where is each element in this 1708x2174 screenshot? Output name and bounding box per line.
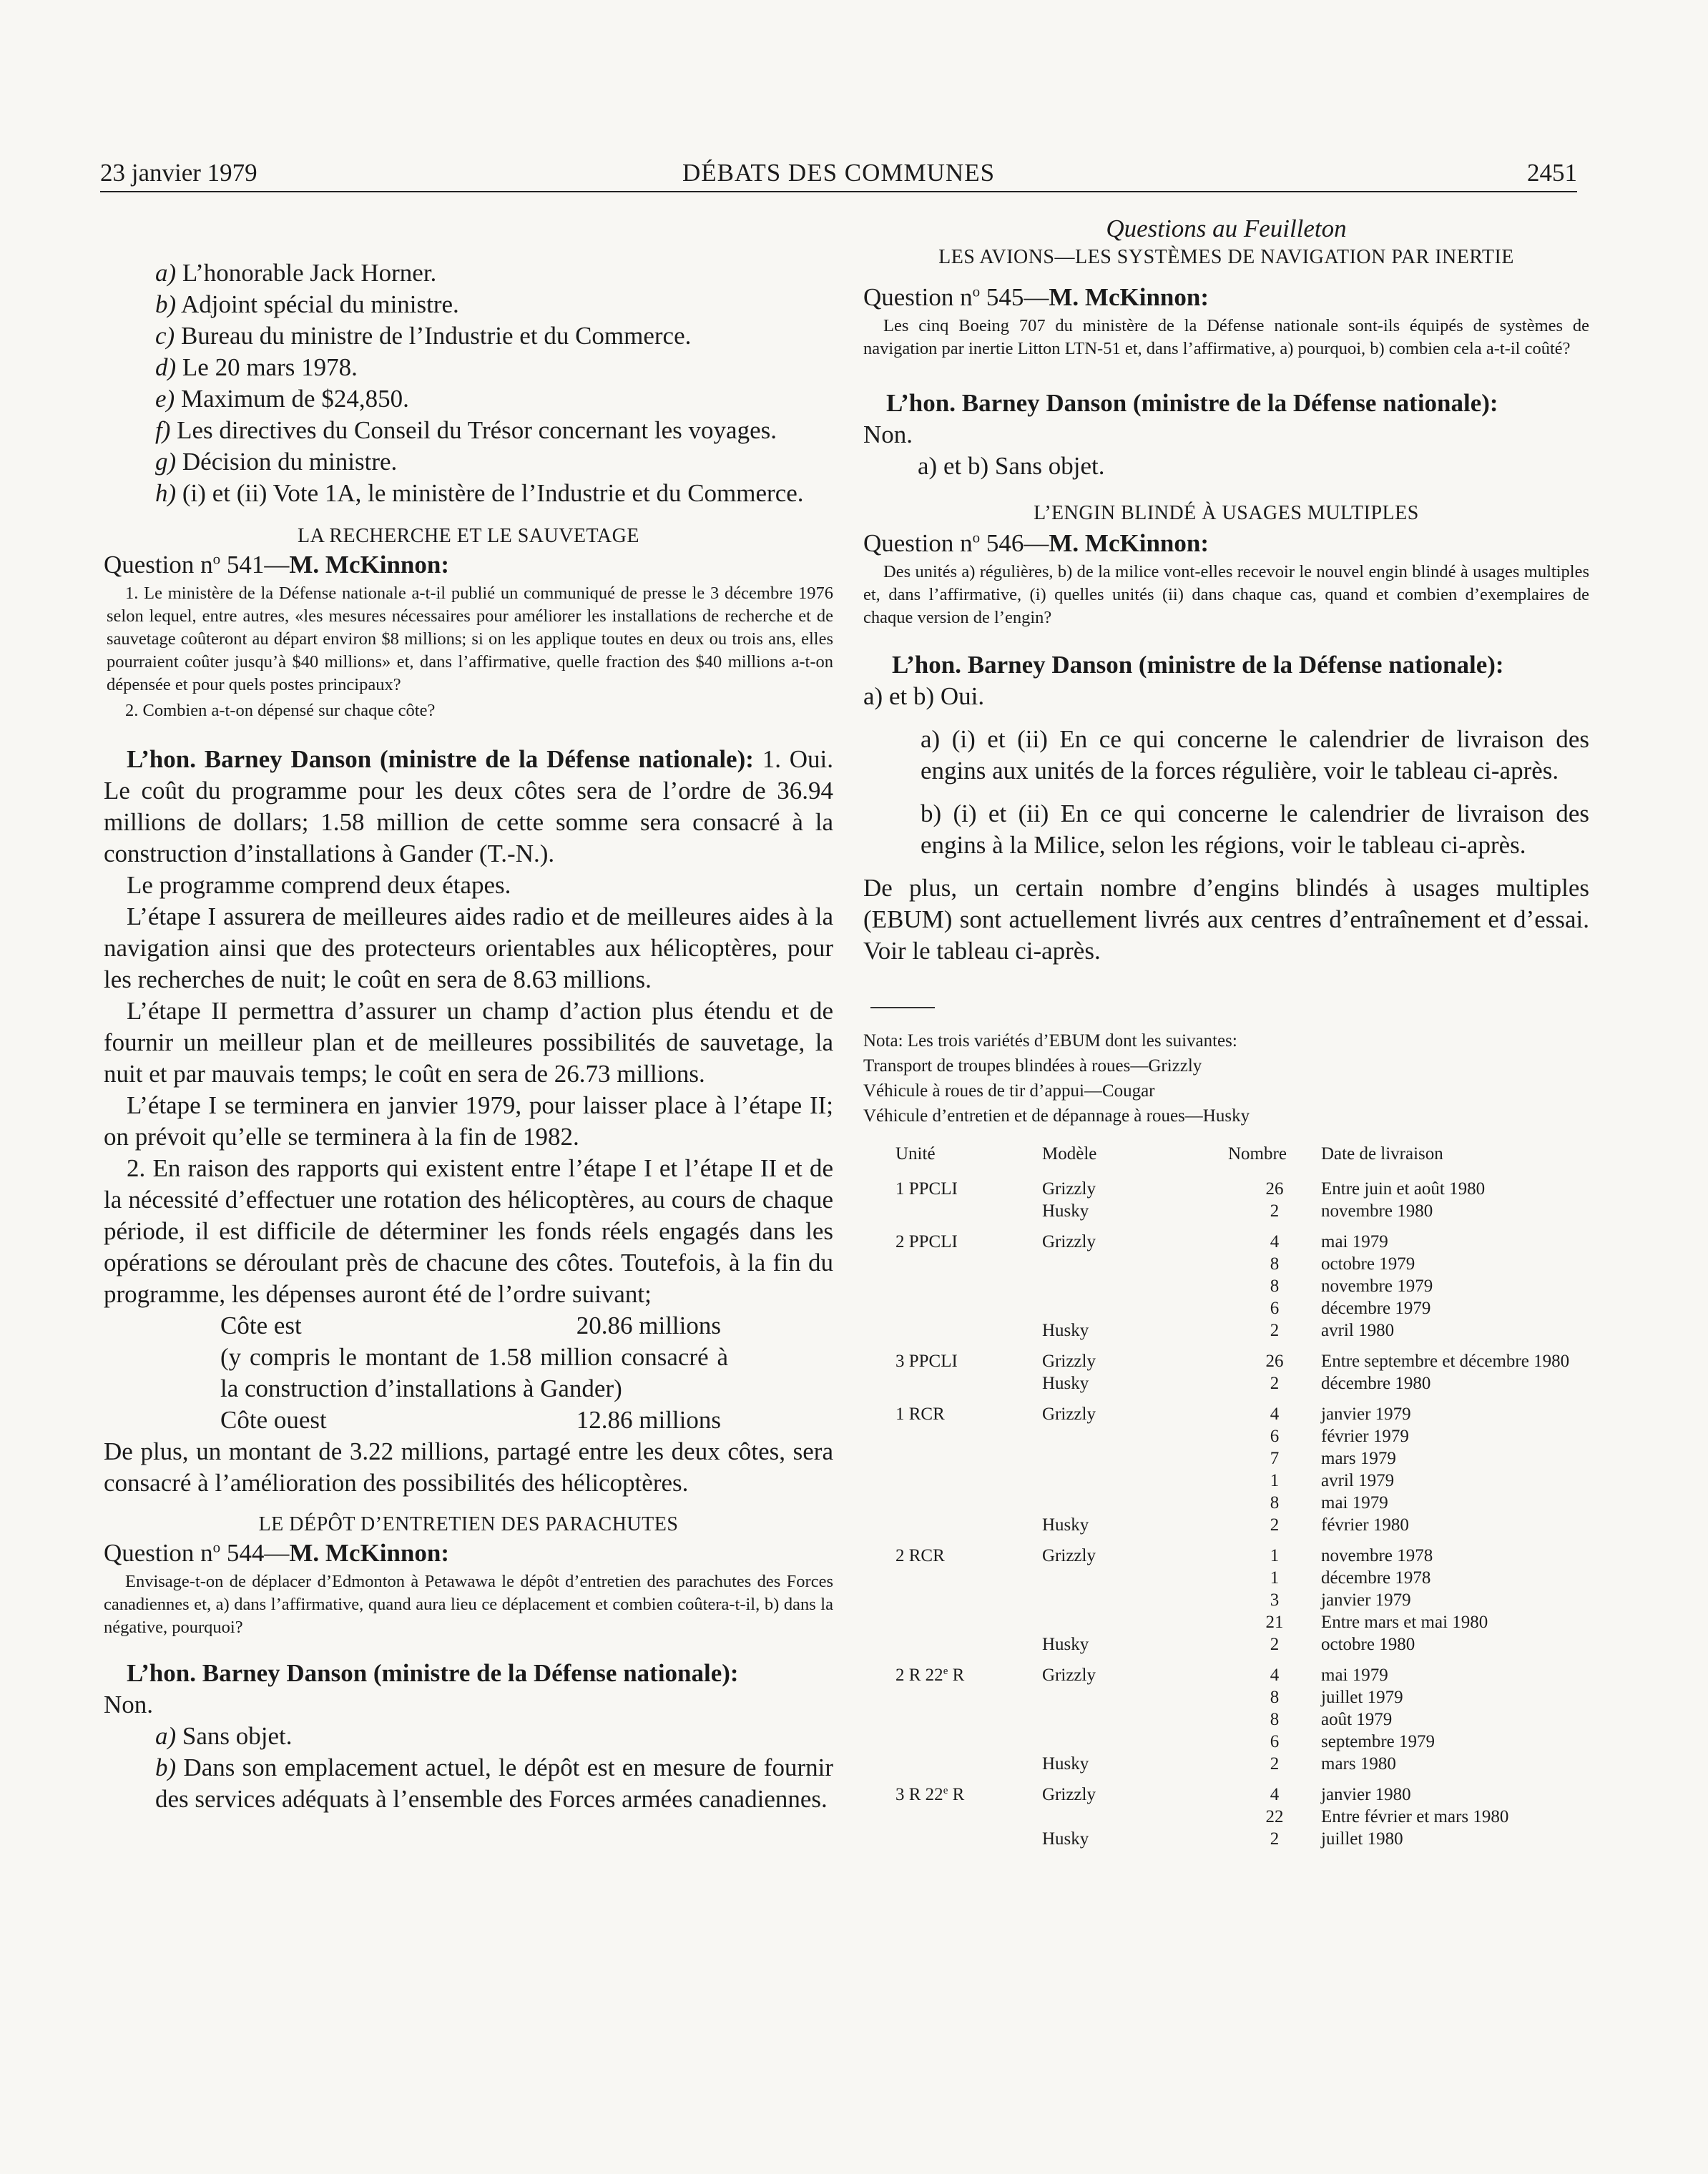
ebum-notes [863,1028,1589,1128]
column-header-nombre: Nombre [1228,1144,1287,1164]
cell-unite [863,1589,1042,1611]
questions-heading: Questions au Feuilleton [1106,215,1347,242]
cell-modele: Grizzly [1042,1546,1096,1565]
cell-nombre: 2 [1270,1515,1280,1535]
table-row [863,1297,1586,1319]
cell-unite [863,1514,1042,1536]
table-row [863,1611,1586,1633]
cell-unite [863,1611,1042,1633]
cell-unite [863,1275,1042,1297]
cell-modele [1042,1275,1228,1297]
note-divider [870,1007,935,1008]
table-row [863,1656,1586,1686]
table-row [863,1319,1586,1342]
cell-modele: Grizzly [1042,1232,1096,1251]
cell-date: Entre février et mars 1980 [1321,1807,1509,1826]
table-row [863,1447,1586,1470]
answer-544-non: Non. [104,1691,154,1718]
cell-unite [863,1470,1042,1492]
answer-546-b: b) (i) et (ii) En ce qui concerne le calendrier de livraison des engins à la Milice, selon les régions, voir le tableau ci-après. [921,800,1589,859]
header-rule [100,191,1577,192]
cell-modele [1042,1470,1228,1492]
table-row [863,1708,1586,1731]
cell-date: avril 1980 [1321,1321,1395,1340]
intro-answer-item: e) Maximum de $24,850. [155,385,409,413]
speaker-name: L’hon. Barney Danson (ministre de la Défense nationale): [886,389,1498,417]
intro-answers [104,257,833,509]
cell-date: décembre 1980 [1321,1374,1431,1393]
cell-modele: Husky [1042,1201,1089,1221]
answer-544-a: a) Sans objet. [155,1722,293,1750]
table-row [863,1806,1586,1828]
answer-545-non: Non. [863,420,913,448]
table-row [863,1775,1586,1806]
cell-date: octobre 1979 [1321,1254,1415,1274]
table-row [863,1200,1586,1222]
cell-date: Entre mars et mai 1980 [1321,1613,1488,1632]
east-coast-note: (y compris le montant de 1.58 million consacré à la construction d’installations à Gander) [220,1343,728,1402]
cell-nombre: 8 [1270,1710,1280,1729]
cell-unite [863,1828,1042,1850]
cell-nombre: 8 [1270,1277,1280,1296]
cell-nombre: 1 [1270,1546,1280,1565]
cell-date: Entre septembre et décembre 1980 [1321,1352,1570,1371]
left-column [104,257,833,1815]
cell-unite: 2 PPCLI [895,1232,958,1251]
table-row [863,1753,1586,1775]
answer-541-p7: De plus, un montant de 3.22 millions, partagé entre les deux côtes, sera consacré à l’amélioration des possibilités des hélicoptères. [104,1437,833,1497]
intro-answer-item: g) Décision du ministre. [155,448,398,476]
cell-modele: Grizzly [1042,1352,1096,1371]
table-row [863,1222,1586,1253]
cell-unite [863,1253,1042,1275]
cell-modele: Grizzly [1042,1405,1096,1424]
cell-unite [863,1297,1042,1319]
west-coast-value: 12.86 millions [576,1406,721,1434]
cell-nombre: 2 [1270,1754,1280,1774]
cell-unite: 3 PPCLI [895,1352,958,1371]
cell-modele [1042,1589,1228,1611]
cell-unite [863,1447,1042,1470]
table-row [863,1492,1586,1514]
table-row [863,1178,1586,1200]
ebum-note-line: Transport de troupes blindées à roues—Grizzly [863,1056,1202,1076]
table-row [863,1731,1586,1753]
intro-answer-item: b) Adjoint spécial du ministre. [155,290,459,318]
cell-date: octobre 1980 [1321,1635,1415,1654]
answer-541-p4: L’étape II permettra d’assurer un champ d’action plus étendu et de fournir un meilleur plan et de meilleures possibilités de sauvetage, la nuit et par mauvais temps; le coût en sera de 26.73 millions. [104,997,833,1088]
cell-modele: Grizzly [1042,1785,1096,1804]
speaker-name: L’hon. Barney Danson (ministre de la Défense nationale): [127,1659,739,1687]
east-coast-label: Côte est [220,1312,302,1339]
cell-nombre: 4 [1270,1785,1280,1804]
answer-541-lead: L’hon. Barney Danson (ministre de la Défense nationale): 1. Oui. Le coût du programme pour les deux côtes sera de l’ordre de 36.94 millions de dollars; 1.58 million de cette somme sera consacré à la construction d’installations à Gander (T.-N.). [104,745,833,867]
cell-unite [863,1731,1042,1753]
cell-date: mai 1979 [1321,1666,1388,1685]
delivery-table [863,1143,1586,1850]
cell-nombre: 2 [1270,1829,1280,1849]
question-545-text: Les cinq Boeing 707 du ministère de la Défense nationale sont-ils équipés de systèmes de navigation par inertie Litton LTN-51 et, dans l’affirmative, a) pourquoi, b) combien cela a-t-il coûté? [863,316,1589,358]
cell-unite [863,1567,1042,1589]
cell-unite [863,1319,1042,1342]
cell-date: mai 1979 [1321,1232,1388,1251]
cell-nombre: 26 [1265,1179,1284,1199]
cell-unite [863,1492,1042,1514]
cell-date: Entre juin et août 1980 [1321,1179,1486,1199]
column-header-date: Date de livraison [1321,1144,1443,1164]
question-544-asker: M. McKinnon: [289,1539,449,1567]
cell-nombre: 4 [1270,1666,1280,1685]
ebum-note-line: Nota: Les trois variétés d’EBUM dont les suivantes: [863,1031,1237,1051]
cell-date: janvier 1979 [1321,1405,1411,1424]
ebum-note-line: Véhicule à roues de tir d’appui—Cougar [863,1081,1155,1101]
cell-nombre: 2 [1270,1635,1280,1654]
page-header [100,159,1577,192]
question-541-line: Question $n^o$ 541—M. McKinnon: [104,550,449,579]
question-546-line: Question $n^o$ 546—M. McKinnon: [863,528,1209,557]
answer-546-a: a) (i) et (ii) En ce qui concerne le calendrier de livraison des engins aux unités de la forces régulière, voir le tableau ci-après. [921,725,1589,784]
column-header-modele: Modèle [1042,1144,1097,1164]
cell-date: janvier 1979 [1321,1590,1411,1610]
answer-546-c: De plus, un certain nombre d’engins blindés à usages multiples (EBUM) sont actuellement livrés aux centres d’entraînement et d’essai. Voir le tableau ci-après. [863,874,1589,965]
cell-nombre: 22 [1265,1807,1284,1826]
cell-date: février 1980 [1321,1515,1409,1535]
cell-nombre: 6 [1270,1427,1280,1446]
header-title: DÉBATS DES COMMUNES [682,159,996,187]
answer-541-p5: L’étape I se terminera en janvier 1979, pour laisser place à l’étape II; on prévoit qu’elle se terminera à la fin de 1982. [104,1091,833,1151]
cell-unite [863,1372,1042,1395]
cell-nombre: 3 [1270,1590,1280,1610]
cell-modele [1042,1708,1228,1731]
cell-modele [1042,1253,1228,1275]
cell-modele: Husky [1042,1754,1089,1774]
table-header-row [863,1143,1586,1178]
cell-date: novembre 1980 [1321,1201,1433,1221]
table-row [863,1686,1586,1708]
table-row [863,1828,1586,1850]
section-title-544: LE DÉPÔT D’ENTRETIEN DES PARACHUTES [258,1513,679,1535]
cell-nombre: 4 [1270,1405,1280,1424]
cell-nombre: 2 [1270,1374,1280,1393]
header-date: 23 janvier 1979 [100,159,257,187]
cell-unite: 2 R 22e R [895,1666,965,1685]
intro-answer-item: c) Bureau du ministre de l’Industrie et du Commerce. [155,322,692,350]
question-544-line: Question $n^o$ 544—M. McKinnon: [104,1538,449,1567]
table-row [863,1470,1586,1492]
cell-date: décembre 1978 [1321,1568,1431,1588]
table-row [863,1514,1586,1536]
cell-nombre: 21 [1265,1613,1284,1632]
cell-date: mars 1980 [1321,1754,1396,1774]
cell-nombre: 26 [1265,1352,1284,1371]
cell-modele [1042,1492,1228,1514]
cell-nombre: 2 [1270,1201,1280,1221]
cell-unite [863,1753,1042,1775]
cell-unite [863,1425,1042,1447]
question-545-line: Question $n^o$ 545—M. McKinnon: [863,282,1209,311]
east-coast-value: 20.86 millions [576,1312,721,1339]
table-row [863,1425,1586,1447]
answer-545-lead [863,388,1589,419]
table-row [863,1275,1586,1297]
cell-modele [1042,1297,1228,1319]
section-title-541: LA RECHERCHE ET LE SAUVETAGE [298,525,639,547]
cell-nombre: 1 [1270,1471,1280,1490]
answer-546-lead [863,649,1589,681]
cell-unite [863,1708,1042,1731]
question-545-asker: M. McKinnon: [1049,283,1209,311]
answer-541-p3: L’étape I assurera de meilleures aides radio et de meilleures aides à la navigation ainsi que des protecteurs orientables aux hélicoptères, pour les recherches de nuit; le coût en sera de 8.63 millions. [104,902,833,993]
cell-date: décembre 1979 [1321,1299,1431,1318]
page-number: 2451 [1527,159,1577,187]
coast-breakdown [104,1310,728,1436]
cell-date: juillet 1980 [1321,1829,1403,1849]
cell-date: avril 1979 [1321,1471,1395,1490]
cell-modele [1042,1731,1228,1753]
cell-modele: Husky [1042,1635,1089,1654]
cell-unite: 3 R 22e R [895,1785,965,1804]
question-546-text: Des unités a) régulières, b) de la milice vont-elles recevoir le nouvel engin blindé à usages multiples et, dans l’affirmative, (i) quelles unités (ii) dans chaque cas, quand et combien d’exemplaires de chaque version de l’engin? [863,562,1589,627]
west-coast-label: Côte ouest [220,1406,327,1434]
answer-545-ab: a) et b) Sans objet. [918,452,1105,480]
cell-modele [1042,1806,1228,1828]
speaker-name: L’hon. Barney Danson (ministre de la Défense nationale): [127,745,754,773]
cell-modele: Husky [1042,1829,1089,1849]
cell-nombre: 1 [1270,1568,1280,1588]
table-row [863,1253,1586,1275]
cell-date: mai 1979 [1321,1493,1388,1513]
cell-unite [863,1806,1042,1828]
column-header-unite: Unité [895,1144,936,1164]
cell-date: novembre 1979 [1321,1277,1433,1296]
answer-544-b: b) Dans son emplacement actuel, le dépôt est en mesure de fournir des services adéquats à l’ensemble des Forces armées canadiennes. [155,1754,833,1813]
cell-modele [1042,1611,1228,1633]
cell-unite: 1 RCR [895,1405,945,1424]
cell-modele: Husky [1042,1321,1089,1340]
answer-541-p6: 2. En raison des rapports qui existent entre l’étape I et l’étape II et de la nécessité d’effectuer une rotation des hélicoptères, au cours de chaque période, il est difficile de déterminer les fonds réels engagés dans les opérations se déroulant près de chacune des côtes. Toutefois, à la fin du programme, les dépenses auront été de l’ordre suivant; [104,1154,833,1308]
intro-answer-item: f) Les directives du Conseil du Trésor concernant les voyages. [155,416,777,444]
cell-date: août 1979 [1321,1710,1393,1729]
answer-546-oui: a) et b) Oui. [863,682,985,710]
right-column [863,213,1589,1850]
answer-544-lead [104,1658,833,1689]
cell-modele: Grizzly [1042,1666,1096,1685]
question-546-asker: M. McKinnon: [1049,529,1209,557]
cell-date: novembre 1978 [1321,1546,1433,1565]
intro-answer-item: h) (i) et (ii) Vote 1A, le ministère de l’Industrie et du Commerce. [155,479,804,507]
cell-date: juillet 1979 [1321,1688,1403,1707]
cell-modele: Grizzly [1042,1179,1096,1199]
cell-unite: 1 PPCLI [895,1179,958,1199]
table-body [863,1178,1586,1850]
cell-unite [863,1686,1042,1708]
table-row [863,1395,1586,1425]
answer-541-p2: Le programme comprend deux étapes. [127,871,511,899]
cell-date: septembre 1979 [1321,1732,1435,1751]
table-row [863,1589,1586,1611]
cell-modele [1042,1447,1228,1470]
cell-nombre: 7 [1270,1449,1280,1468]
cell-modele: Husky [1042,1515,1089,1535]
section-title-545: LES AVIONS—LES SYSTÈMES DE NAVIGATION PAR INERTIE [938,246,1514,268]
table-row [863,1536,1586,1567]
cell-nombre: 2 [1270,1321,1280,1340]
question-541-asker: M. McKinnon: [289,551,449,579]
question-541-text: 1. Le ministère de la Défense nationale a-t-il publié un communiqué de presse le 3 décembre 1976 selon lequel, entre autres, «les mesures nécessaires pour améliorer les installations de recherche et de sauvetage coûteront au départ environ $8 millions; si on les applique toutes en deux ou trois ans, elles pourraient coûter jusqu’à $40 millions» et, dans l’affirmative, quelle fraction des $40 millions a-t-on dépensée et pour quels postes principaux? 2. Combien a-t-on dépensé sur chaque côte? [107,584,833,720]
cell-modele [1042,1567,1228,1589]
cell-date: janvier 1980 [1321,1785,1411,1804]
cell-date: février 1979 [1321,1427,1409,1446]
cell-modele: Husky [1042,1374,1089,1393]
intro-answer-item: a) L’honorable Jack Horner. [155,259,437,287]
cell-unite: 2 RCR [895,1546,945,1565]
cell-modele [1042,1686,1228,1708]
cell-nombre: 6 [1270,1732,1280,1751]
table-row [863,1372,1586,1395]
cell-nombre: 4 [1270,1232,1280,1251]
table-row [863,1567,1586,1589]
question-544-text: Envisage-t-on de déplacer d’Edmonton à Petawawa le dépôt d’entretien des parachutes des Forces canadiennes et, a) dans l’affirmative, quand aura lieu ce déplacement et combien coûtera-t-il, b) dans la négative, pourquoi? [104,1572,833,1637]
cell-date: mars 1979 [1321,1449,1396,1468]
cell-nombre: 8 [1270,1688,1280,1707]
cell-unite [863,1633,1042,1656]
cell-nombre: 8 [1270,1493,1280,1513]
speaker-name: L’hon. Barney Danson (ministre de la Défense nationale): [892,651,1504,679]
intro-answer-item: d) Le 20 mars 1978. [155,353,358,381]
cell-nombre: 6 [1270,1299,1280,1318]
ebum-note-line: Véhicule d’entretien et de dépannage à roues—Husky [863,1106,1250,1126]
cell-modele [1042,1425,1228,1447]
cell-nombre: 8 [1270,1254,1280,1274]
table-row [863,1633,1586,1656]
table-row [863,1342,1586,1372]
section-title-546: L’ENGIN BLINDÉ À USAGES MULTIPLES [1034,502,1419,524]
cell-unite [863,1200,1042,1222]
